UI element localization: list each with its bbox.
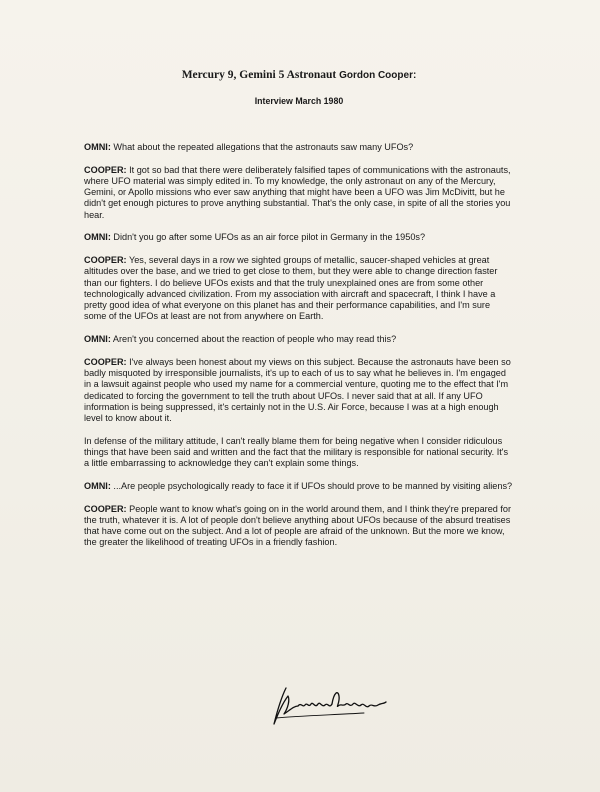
paragraph-text: Aren't you concerned about the reaction of people who may read this? — [110, 334, 397, 345]
title-main: Mercury 9, Gemini 5 Astronaut — [181, 69, 337, 81]
speaker-label: OMNI: — [84, 334, 111, 345]
paragraph-text: Yes, several days in a row we sighted groups of metallic, saucer-shaped vehicles at great altitudes over the base, and we tried to get close to them, but they were able to change direction faster than our fighters. I do believe UFOs exists and that the truly unexplained ones are from some other technologically advanced civilization. From my association with aircraft and spacecraft, I think I have a pretty good idea of what everyone on this planet has and their performance capabilities, and I'm sure some of the UFOs at least are not from anywhere on Earth. — [84, 254, 498, 322]
document-title — [84, 68, 514, 83]
paragraph-text: I've always been honest about my views on this subject. Because the astronauts have been so badly misquoted by irresponsible journalists, it's up to each of us to say what he believes in. I'm engaged in a lawsuit against people who used my name for a commercial venture, quoting me to the effect that I'm dedicated to forcing the government to tell the truth about UFOs. I never said that at all. If any UFO information is being suppressed, it's certainly not in the U.S. Air Force, because I was at a high enough level to know about it. — [84, 356, 511, 424]
paragraph-text: What about the repeated allegations that the astronauts saw many UFOs? — [110, 142, 414, 152]
speaker-label: COOPER: — [84, 503, 127, 514]
document-subtitle: Interview March 1980 — [254, 96, 344, 106]
paragraph-4 — [84, 255, 514, 323]
paragraph-text: Didn't you go after some UFOs as an air force pilot in Germany in the 1950s? — [110, 232, 426, 243]
paragraph-text: In defense of the military attitude, I can't really blame them for being negative when I consider ridiculous things that have been said and written and the fact that the military is responsible for national security. It's a little embarrassing to acknowledge they can't explain some things. — [84, 435, 509, 469]
speaker-label: OMNI: — [84, 142, 111, 152]
paragraph-text: ...Are people psychologically ready to face it if UFOs should prove to be manned by visiting aliens? — [110, 480, 513, 491]
document-body — [84, 68, 514, 560]
speaker-label: COOPER: — [84, 254, 127, 265]
speaker-label: COOPER: — [84, 356, 127, 367]
paragraph-1 — [84, 142, 514, 153]
paragraph-text: People want to know what's going on in the world around them, and I think they're prepared for the truth, whatever it is. A lot of people don't believe anything about UFOs because of the absurd treatises that have come out on the subject. And a lot of people are afraid of the unknown. But the more we know, the greater the likelihood of treating UFOs in a friendly fashion. — [84, 503, 512, 548]
paragraph-5 — [84, 334, 514, 345]
paragraph-2 — [84, 165, 514, 221]
paragraph-text: It got so bad that there were deliberately falsified tapes of communications with the astronauts, where UFO material was simply edited in. To my knowledge, the only astronaut on any of the Mercury, Gemini, or Apollo missions who ever saw anything that might have been a UFO was Jim McDivitt, but he didn't get enough pictures to prove anything substantial. That's the only case, in spite of all the stories you hear. — [84, 164, 511, 220]
speaker-label: OMNI: — [84, 232, 111, 243]
speaker-label: COOPER: — [84, 164, 127, 175]
title-name: Gordon Cooper: — [339, 70, 417, 81]
paragraph-3 — [84, 232, 514, 243]
speaker-label: OMNI: — [84, 480, 111, 491]
handwritten-signature — [268, 682, 388, 730]
paragraph-8 — [84, 481, 514, 492]
interview-dialogue — [84, 142, 514, 549]
paragraph-9 — [84, 504, 514, 549]
paragraph-7 — [84, 436, 514, 470]
paragraph-6 — [84, 357, 514, 425]
